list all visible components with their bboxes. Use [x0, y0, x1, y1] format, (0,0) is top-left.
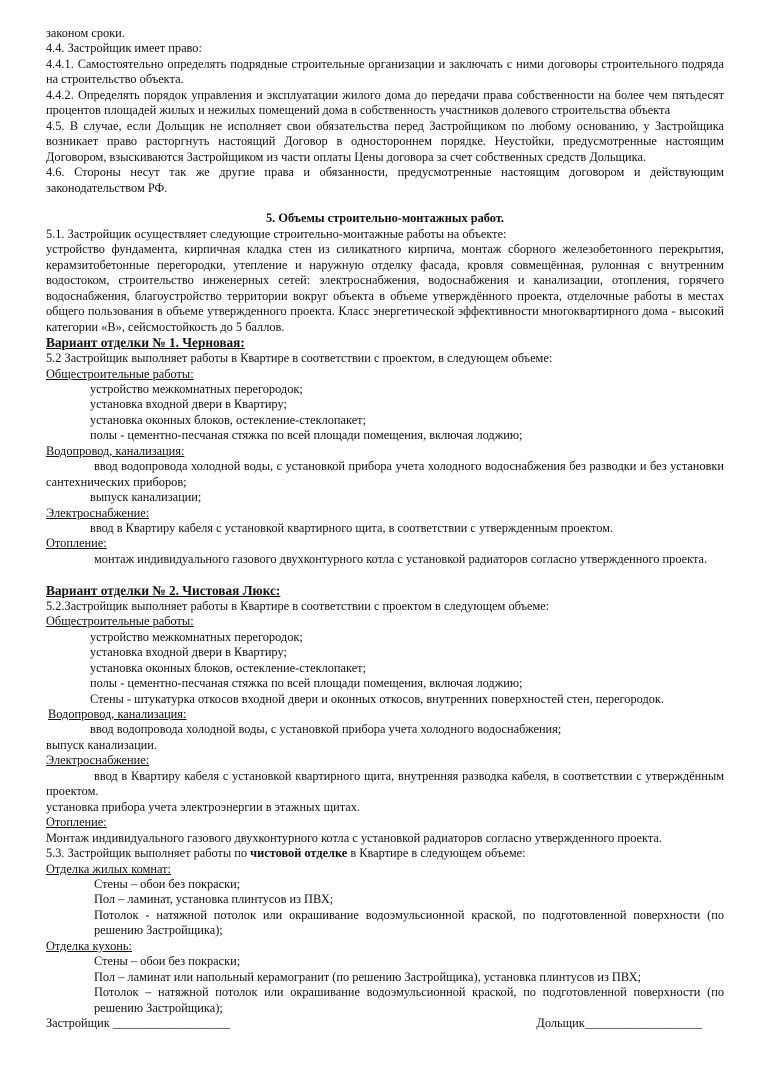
variant-2-general-item: полы - цементно-песчаная стяжка по всей площади помещения, включая лоджию; — [90, 676, 523, 691]
variant-2-power-item: ввод в Квартиру кабеля с установкой квартирного щита, внутренняя разводка кабеля, в соответствии с утверждённым проектом. — [46, 768, 724, 799]
variant-2-general-item: устройство межкомнатных перегородок; — [90, 629, 303, 644]
kitchen-item: Потолок – натяжной потолок или окрашивание водоэмульсионной краской, по подготовленной поверхности (по решению Застройщика); — [94, 985, 724, 1015]
variant-2-heating-label: Отопление: — [46, 815, 107, 830]
living-rooms-item: Пол – ламинат, установка плинтусов из ПВХ; — [94, 892, 334, 907]
variant-1-title: Вариант отделки № 1. Черновая: — [46, 335, 245, 351]
variant-1-water-label: Водопровод, канализация: — [46, 443, 185, 458]
clause-5-1: 5.1. Застройщик осуществляет следующие строительно-монтажные работы на объекте: — [46, 226, 507, 241]
variant-1-heating-label: Отопление: — [46, 536, 107, 551]
clause-4-4-1: 4.4.1. Самостоятельно определять подрядные строительные организации и заключать с ними договоры строительного подряда на строительство объекта. — [46, 56, 724, 87]
clause-4-6: 4.6. Стороны несут так же другие права и обязанности, предусмотренные настоящим договором и действующим законодательством РФ. — [46, 165, 724, 195]
living-rooms-label: Отделка жилых комнат: — [46, 861, 171, 876]
variant-1-general-item: полы - цементно-песчаная стяжка по всей площади помещения, включая лоджию; — [90, 428, 523, 443]
variant-1-power-label: Электроснабжение: — [46, 505, 150, 520]
variant-2-general-label: Общестроительные работы: — [46, 614, 194, 629]
kitchen-item: Пол – ламинат или напольный керамогранит (по решению Застройщика), установка плинтусов из ПВХ; — [94, 969, 642, 984]
variant-2-power-label: Электроснабжение: — [46, 753, 150, 768]
clause-4-4-2: 4.4.2. Определять порядок управления и эксплуатации жилого дома до передачи права собственности на более чем пятьдесят процентов площадей жилых и нежилых помещений дома в собственность участников долевого строительства объекта — [46, 87, 724, 118]
variant-1-general-item: установка входной двери в Квартиру; — [90, 397, 287, 412]
variant-2-water-item: ввод водопровода холодной воды, с установкой прибора учета холодного водоснабжения; — [90, 722, 562, 737]
variant-1-heating-item: монтаж индивидуального газового двухконтурного котла с установкой радиаторов согласно утвержденного проекта. — [94, 551, 708, 566]
variant-1-general-item: устройство межкомнатных перегородок; — [90, 381, 303, 396]
variant-2-intro: 5.2.Застройщик выполняет работы в Квартире в соответствии с проектом в следующем объеме: — [46, 598, 550, 613]
variant-1-water-item: ввод водопровода холодной воды, с установкой прибора учета холодного водоснабжения без разводки и без установки сантехнических приборов; — [46, 459, 724, 489]
clause-4-4: 4.4. Застройщик имеет право: — [46, 41, 202, 56]
clause-5-3: 5.3. Застройщик выполняет работы по чистовой отделке в Квартире в следующем объеме: — [46, 846, 526, 861]
variant-2-title: Вариант отделки № 2. Чистовая Люкс: — [46, 582, 281, 598]
variant-1-general-item: установка оконных блоков, остекление-стеклопакет; — [90, 412, 367, 427]
variant-2-general-item: установка входной двери в Квартиру; — [90, 645, 287, 660]
living-rooms-item: Потолок - натяжной потолок или окрашивание водоэмульсионной краской, по подготовленной поверхности (по решению Застройщика); — [94, 907, 724, 938]
variant-2-water-item: выпуск канализации. — [46, 737, 157, 752]
variant-1-general-label: Общестроительные работы: — [46, 366, 194, 381]
shareholder-signature-line: Дольщик___________________ — [536, 1016, 702, 1031]
variant-2-heating-item: Монтаж индивидуального газового двухконтурного котла с установкой радиаторов согласно утвержденного проекта. — [46, 830, 662, 845]
variant-2-water-label: Водопровод, канализация: — [48, 707, 187, 721]
section-5-title: 5. Объемы строительно-монтажных работ. — [266, 211, 504, 226]
developer-signature-line: Застройщик ___________________ — [46, 1016, 231, 1031]
text-line-prev: законом сроки. — [46, 26, 125, 40]
clause-5-1-body: устройство фундамента, кирпичная кладка стен из силикатного кирпича, монтаж сборного железобетонного перекрытия, керамзитобетонные перегородки, утепление и наружную отделку фасада, кровля совмещённая, рулонная с внутренним водостоком, строительство инженерных сетей: электроснабжения, водоснабжения и канализации, отопления, горячего водоснабжения, благоустройство территории вокруг объекта в объеме утверждённого проекта, отделочные работы в местах общего пользования в объеме утвержденного проекта. Класс энергетической эффективности многоквартирного дома - высокий категории «В», сейсмостойкость до 5 баллов. — [46, 242, 724, 334]
signature-row — [46, 1016, 724, 1031]
living-rooms-item: Стены – обои без покраски; — [94, 876, 241, 891]
variant-1-power-item: ввод в Квартиру кабеля с установкой квартирного щита, в соответствии с утвержденным проектом. — [90, 521, 614, 536]
variant-1-intro: 5.2 Застройщик выполняет работы в Квартире в соответствии с проектом, в следующем объеме: — [46, 351, 553, 366]
document-page — [46, 26, 724, 1032]
kitchen-label: Отделка кухонь: — [46, 938, 132, 953]
variant-2-power-item: установка прибора учета электроэнергии в этажных щитах. — [46, 799, 361, 814]
variant-2-general-item: установка оконных блоков, остекление-стеклопакет; — [90, 660, 367, 675]
clause-4-5: 4.5. В случае, если Дольщик не исполняет свои обязательства перед Застройщиком по любому основанию, у Застройщика возникает право расторгнуть настоящий Договор в одностороннем порядке. Неустойки, предусмотренные настоящим Договором, взыскиваются Застройщиком из части оплаты Цены договора за счет собственных средств Дольщика. — [46, 118, 724, 164]
kitchen-item: Стены – обои без покраски; — [94, 954, 241, 969]
variant-1-water-item: выпуск канализации; — [90, 490, 202, 505]
variant-2-general-item: Стены - штукатурка откосов входной двери и оконных откосов, внутренних поверхностей стен, перегородок. — [90, 691, 664, 706]
